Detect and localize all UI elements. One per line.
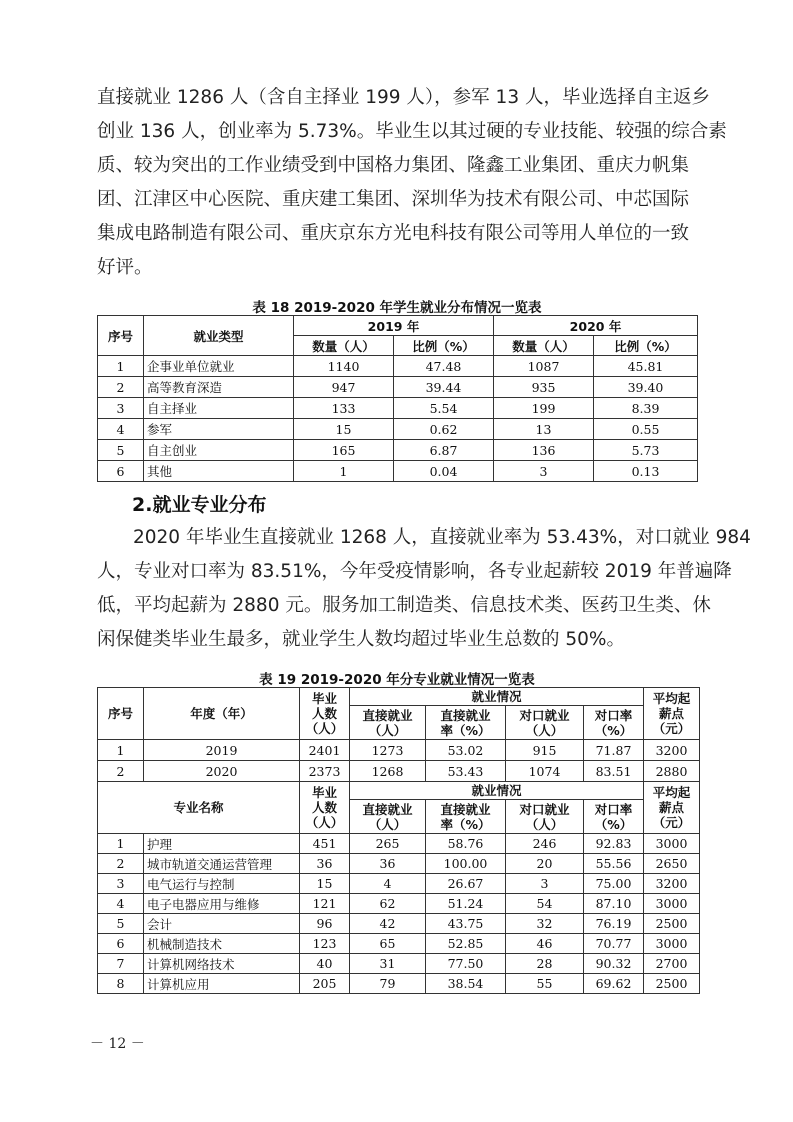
cell-grad: 2373 (300, 761, 350, 782)
table-row (98, 419, 698, 440)
cell-no: 5 (98, 914, 144, 934)
cell-direct: 62 (350, 894, 426, 914)
table19 (97, 687, 700, 994)
cell-ratio-2019: 5.54 (394, 398, 494, 419)
cell-count-2020: 1087 (494, 356, 594, 377)
cell-major: 城市轨道交通运营管理 (144, 854, 300, 874)
cell-ratio-2020: 39.40 (594, 377, 698, 398)
cell-direct: 65 (350, 934, 426, 954)
cell-type: 自主创业 (144, 440, 294, 461)
cell-salary: 3200 (644, 740, 700, 761)
section2-paragraph (97, 521, 751, 657)
cell-ratio-2019: 47.48 (394, 356, 494, 377)
cell-match: 915 (506, 740, 584, 761)
cell-no: 8 (98, 974, 144, 994)
cell-direct: 1273 (350, 740, 426, 761)
section-heading: 2.就业专业分布 (132, 494, 267, 516)
cell-no: 3 (98, 398, 144, 419)
cell-grad: 36 (300, 854, 350, 874)
cell-match-rate: 83.51 (584, 761, 644, 782)
cell-major: 计算机应用 (144, 974, 300, 994)
cell-grad: 205 (300, 974, 350, 994)
cell-direct-rate: 26.67 (426, 874, 506, 894)
table19-header-major: 专业名称 (98, 782, 300, 834)
cell-direct: 4 (350, 874, 426, 894)
cell-direct-rate: 52.85 (426, 934, 506, 954)
cell-type: 高等教育深造 (144, 377, 294, 398)
table19-header-direct-rate: 直接就业 率（%） (426, 800, 506, 834)
table19-caption: 表 19 2019-2020 年分专业就业情况一览表 (259, 672, 535, 688)
cell-major: 会计 (144, 914, 300, 934)
table-row (98, 761, 700, 782)
cell-direct-rate: 53.02 (426, 740, 506, 761)
cell-major: 护理 (144, 834, 300, 854)
table-row (98, 834, 700, 854)
cell-salary: 3000 (644, 894, 700, 914)
cell-match: 54 (506, 894, 584, 914)
cell-count-2019: 1 (294, 461, 394, 482)
cell-count-2020: 935 (494, 377, 594, 398)
cell-direct: 36 (350, 854, 426, 874)
cell-type: 企事业单位就业 (144, 356, 294, 377)
table-row (98, 914, 700, 934)
cell-count-2020: 13 (494, 419, 594, 440)
table18-header-count-2019: 数量（人） (294, 336, 394, 356)
table19-header-employment: 就业情况 (350, 688, 644, 706)
cell-no: 2 (98, 854, 144, 874)
table-row (98, 934, 700, 954)
cell-match: 28 (506, 954, 584, 974)
cell-count-2019: 947 (294, 377, 394, 398)
table-row (98, 377, 698, 398)
intro-line: 团、江津区中心医院、重庆建工集团、深圳华为技术有限公司、中芯国际 (97, 189, 690, 210)
table-row (98, 954, 700, 974)
cell-direct: 79 (350, 974, 426, 994)
cell-no: 7 (98, 954, 144, 974)
cell-grad: 451 (300, 834, 350, 854)
cell-major: 机械制造技术 (144, 934, 300, 954)
cell-direct-rate: 53.43 (426, 761, 506, 782)
table19-header-grad: 毕业 人数 （人） (300, 782, 350, 834)
cell-match-rate: 92.83 (584, 834, 644, 854)
cell-match-rate: 90.32 (584, 954, 644, 974)
cell-direct-rate: 58.76 (426, 834, 506, 854)
table18 (97, 315, 698, 482)
cell-ratio-2019: 39.44 (394, 377, 494, 398)
cell-match-rate: 55.56 (584, 854, 644, 874)
cell-direct-rate: 100.00 (426, 854, 506, 874)
cell-match-rate: 70.77 (584, 934, 644, 954)
table18-caption: 表 18 2019-2020 年学生就业分布情况一览表 (252, 300, 542, 316)
table18-header-2020: 2020 年 (494, 316, 698, 336)
cell-salary: 2700 (644, 954, 700, 974)
cell-no: 5 (98, 440, 144, 461)
table18-header-type: 就业类型 (144, 316, 294, 356)
cell-ratio-2020: 0.55 (594, 419, 698, 440)
table18-header-count-2020: 数量（人） (494, 336, 594, 356)
cell-match: 55 (506, 974, 584, 994)
table19-header-no: 序号 (98, 688, 144, 740)
cell-ratio-2019: 0.04 (394, 461, 494, 482)
page-number: － 12 － (90, 1036, 145, 1052)
cell-grad: 40 (300, 954, 350, 974)
intro-line: 直接就业 1286 人（含自主择业 199 人），参军 13 人，毕业选择自主返乡 (97, 87, 710, 108)
cell-no: 1 (98, 834, 144, 854)
cell-match-rate: 71.87 (584, 740, 644, 761)
cell-direct: 265 (350, 834, 426, 854)
cell-match: 1074 (506, 761, 584, 782)
cell-match: 46 (506, 934, 584, 954)
table19-header-year: 年度（年） (144, 688, 300, 740)
cell-match: 32 (506, 914, 584, 934)
table19-header-match: 对口就业 （人） (506, 706, 584, 740)
table19-header-match-rate: 对口率 （%） (584, 800, 644, 834)
cell-no: 1 (98, 740, 144, 761)
cell-salary: 3000 (644, 834, 700, 854)
table19-header-match: 对口就业 （人） (506, 800, 584, 834)
section2-line: 2020 年毕业生直接就业 1268 人，直接就业率为 53.43%，对口就业 984 (133, 527, 751, 548)
cell-major: 计算机网络技术 (144, 954, 300, 974)
cell-direct-rate: 43.75 (426, 914, 506, 934)
cell-type: 自主择业 (144, 398, 294, 419)
cell-ratio-2019: 0.62 (394, 419, 494, 440)
table18-header-ratio-2019: 比例（%） (394, 336, 494, 356)
cell-match-rate: 87.10 (584, 894, 644, 914)
cell-grad: 15 (300, 874, 350, 894)
section2-line: 闲保健类毕业生最多，就业学生人数均超过毕业生总数的 50%。 (97, 629, 626, 650)
cell-direct-rate: 38.54 (426, 974, 506, 994)
intro-line: 集成电路制造有限公司、重庆京东方光电科技有限公司等用人单位的一致 (97, 223, 690, 244)
cell-ratio-2020: 45.81 (594, 356, 698, 377)
intro-paragraph (97, 81, 727, 285)
cell-salary: 3000 (644, 934, 700, 954)
table-row (98, 461, 698, 482)
intro-line: 好评。 (97, 257, 153, 278)
cell-count-2020: 3 (494, 461, 594, 482)
table19-header-direct: 直接就业 （人） (350, 706, 426, 740)
table18-header-2019: 2019 年 (294, 316, 494, 336)
cell-direct: 42 (350, 914, 426, 934)
cell-count-2019: 133 (294, 398, 394, 419)
table-row (98, 740, 700, 761)
table19-header-direct: 直接就业 （人） (350, 800, 426, 834)
cell-ratio-2020: 8.39 (594, 398, 698, 419)
table19-header-direct-rate: 直接就业 率（%） (426, 706, 506, 740)
cell-no: 4 (98, 894, 144, 914)
section2-line: 低，平均起薪为 2880 元。服务加工制造类、信息技术类、医药卫生类、休 (97, 595, 711, 616)
cell-count-2020: 136 (494, 440, 594, 461)
cell-type: 参军 (144, 419, 294, 440)
intro-line: 创业 136 人，创业率为 5.73%。毕业生以其过硬的专业技能、较强的综合素 (97, 121, 727, 142)
cell-no: 2 (98, 761, 144, 782)
cell-salary: 2500 (644, 974, 700, 994)
cell-no: 6 (98, 934, 144, 954)
section2-line: 人，专业对口率为 83.51%，今年受疫情影响，各专业起薪较 2019 年普遍降 (97, 561, 732, 582)
cell-major: 电子电器应用与维修 (144, 894, 300, 914)
cell-no: 4 (98, 419, 144, 440)
table-row (98, 356, 698, 377)
table-row (98, 854, 700, 874)
cell-no: 1 (98, 356, 144, 377)
table-row (98, 894, 700, 914)
cell-match: 246 (506, 834, 584, 854)
table19-header-grad: 毕业 人数 （人） (300, 688, 350, 740)
cell-grad: 121 (300, 894, 350, 914)
table19-header-salary: 平均起 薪点 （元） (644, 688, 700, 740)
cell-year: 2019 (144, 740, 300, 761)
table19-header-employment: 就业情况 (350, 782, 644, 800)
table19-header-match-rate: 对口率 （%） (584, 706, 644, 740)
cell-ratio-2020: 0.13 (594, 461, 698, 482)
cell-grad: 96 (300, 914, 350, 934)
table-row (98, 398, 698, 419)
cell-type: 其他 (144, 461, 294, 482)
cell-ratio-2019: 6.87 (394, 440, 494, 461)
cell-ratio-2020: 5.73 (594, 440, 698, 461)
cell-count-2019: 1140 (294, 356, 394, 377)
table-row (98, 974, 700, 994)
cell-direct-rate: 51.24 (426, 894, 506, 914)
cell-no: 2 (98, 377, 144, 398)
cell-salary: 2500 (644, 914, 700, 934)
intro-line: 质、较为突出的工作业绩受到中国格力集团、隆鑫工业集团、重庆力帆集 (97, 155, 690, 176)
cell-direct: 1268 (350, 761, 426, 782)
cell-match: 20 (506, 854, 584, 874)
table18-header-no: 序号 (98, 316, 144, 356)
cell-count-2019: 15 (294, 419, 394, 440)
cell-grad: 2401 (300, 740, 350, 761)
table-row (98, 874, 700, 894)
cell-match-rate: 69.62 (584, 974, 644, 994)
cell-grad: 123 (300, 934, 350, 954)
cell-salary: 3200 (644, 874, 700, 894)
cell-count-2020: 199 (494, 398, 594, 419)
cell-no: 6 (98, 461, 144, 482)
cell-count-2019: 165 (294, 440, 394, 461)
cell-salary: 2650 (644, 854, 700, 874)
table19-header-salary: 平均起 薪点 （元） (644, 782, 700, 834)
cell-match-rate: 76.19 (584, 914, 644, 934)
cell-match: 3 (506, 874, 584, 894)
cell-direct: 31 (350, 954, 426, 974)
cell-direct-rate: 77.50 (426, 954, 506, 974)
table18-header-ratio-2020: 比例（%） (594, 336, 698, 356)
cell-salary: 2880 (644, 761, 700, 782)
table-row (98, 440, 698, 461)
cell-match-rate: 75.00 (584, 874, 644, 894)
cell-no: 3 (98, 874, 144, 894)
cell-major: 电气运行与控制 (144, 874, 300, 894)
cell-year: 2020 (144, 761, 300, 782)
